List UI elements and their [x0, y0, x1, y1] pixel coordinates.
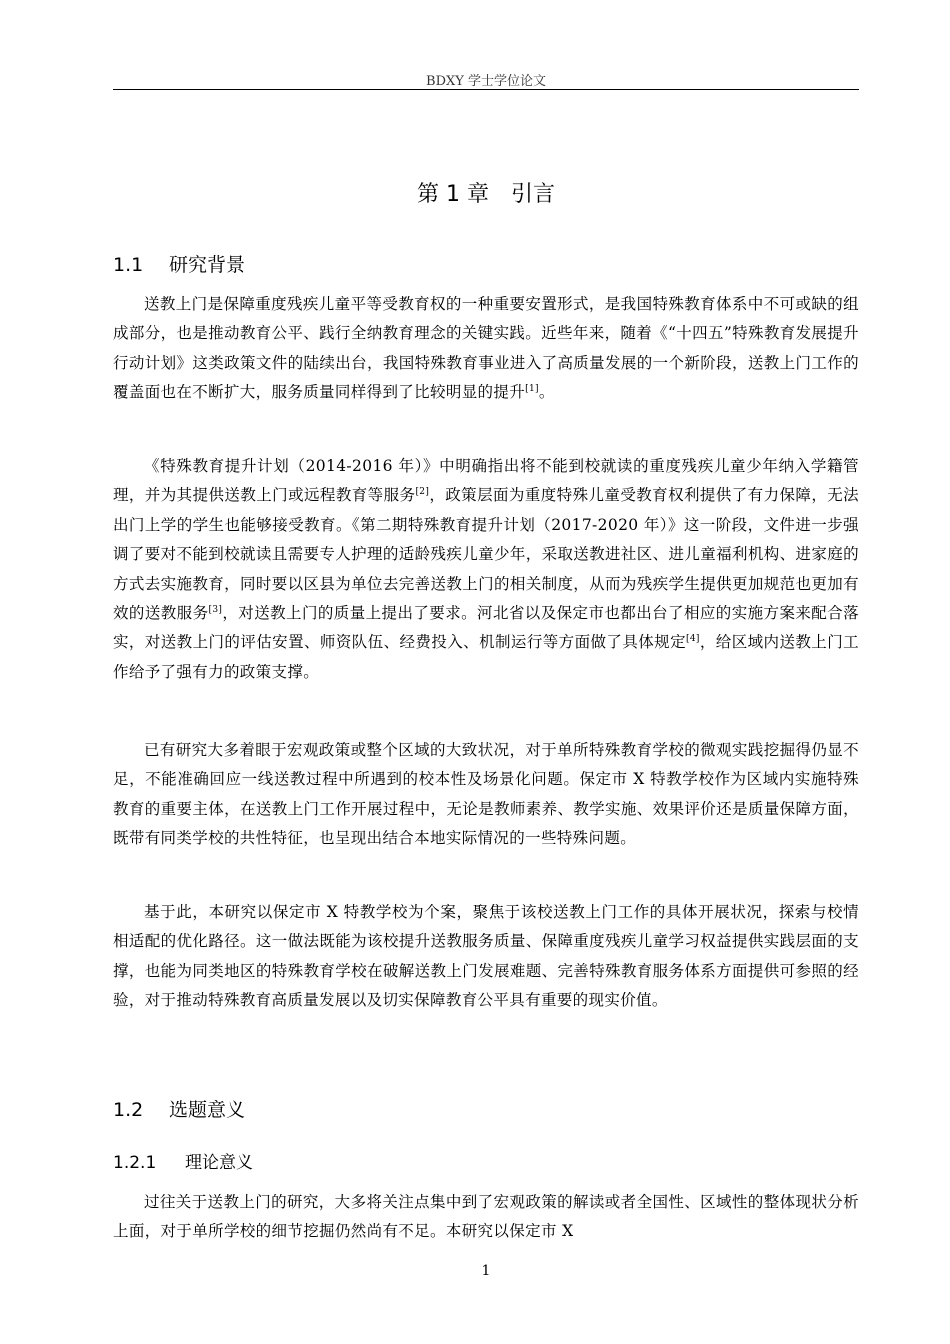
chapter-number: 第 1 章 [417, 182, 489, 207]
section-number: 1.1 [113, 254, 144, 276]
paragraph-4: 基于此，本研究以保定市 X 特教学校为个案，聚焦于该校送教上门工作的具体开展状况，探索与校情相适配的优化路径。这一做法既能为该校提升送教服务质量、保障重度残疾儿童学习权益提供实践层面的支撑，也能为同类地区的特殊教育学校在破解送教上门发展难题、完善特殊教育服务体系方面提供可参照的经验，对于推动特殊教育高质量发展以及切实保障教育公平具有重要的现实价值。 [113, 903, 859, 1010]
header-rule [113, 89, 859, 90]
paragraph-2 [113, 452, 859, 687]
subsection-title: 理论意义 [185, 1153, 253, 1173]
section-heading-1-2 [113, 1095, 859, 1125]
paragraph-3: 已有研究大多着眼于宏观政策或整个区域的大致状况，对于单所特殊教育学校的微观实践挖掘得仍显不足，不能准确回应一线送教过程中所遇到的校本性及场景化问题。保定市 X 特教学校作为区域内实施特殊教育的重要主体，在送教上门工作开展过程中，无论是教师素养、教学实施、效果评价还是质量保障方面，既带有同类学校的共性特征，也呈现出结合本地实际情况的一些特殊问题。 [113, 741, 859, 848]
subsection-heading-1-2-1 [113, 1148, 859, 1178]
paragraph-1 [113, 290, 859, 408]
section-title: 选题意义 [169, 1099, 246, 1121]
paragraph-text: ，对送教上门的质量上提出了要求。河北省以及保定市也都出台了相应的实施方案来配合落实，对送教上门的评估安置、师资队伍、经费投入、机制运行等方面做了具体规定 [113, 604, 859, 652]
chapter-title [113, 178, 859, 212]
paragraph-end: 。 [538, 383, 555, 402]
citation-2: [2] [415, 487, 430, 498]
section-number: 1.2 [113, 1099, 144, 1121]
section-title: 研究背景 [169, 254, 246, 276]
chapter-name: 引言 [510, 182, 555, 207]
paragraph-text: ，给区域内送教上门工作给予了强有力的政策支撑。 [113, 633, 859, 681]
section-heading-1-1 [113, 250, 859, 280]
page-number: 1 [481, 1263, 491, 1279]
paragraph-text: 送教上门是保障重度残疾儿童平等受教育权的一种重要安置形式，是我国特殊教育体系中不可或缺的组成部分，也是推动教育公平、践行全纳教育理念的关键实践。近些年来，随着《“十四五”特殊教育发展提升行动计划》这类政策文件的陆续出台，我国特殊教育事业进入了高质量发展的一个新阶段，送教上门工作的覆盖面也在不断扩大，服务质量同样得到了比较明显的提升 [113, 295, 859, 402]
paragraph-text: ，政策层面为重度特殊儿童受教育权利提供了有力保障，无法出门上学的学生也能够接受教育。《第二期特殊教育提升计划（2017-2020 年）》这一阶段，文件进一步强调了要对不能到校就读且需要专人护理的适龄残疾儿童少年，采取送教进社区、进儿童福利机构、进家庭的方式去实施教育，同时要以区县为单位去完善送教上门的相关制度，从而为残疾学生提供更加规范也更加有效的送教服务 [113, 486, 860, 623]
citation-3: [3] [208, 604, 223, 615]
paragraph-5: 过往关于送教上门的研究，大多将关注点集中到了宏观政策的解读或者全国性、区域性的整体现状分析上面，对于单所学校的细节挖掘仍然尚有不足。本研究以保定市 X [113, 1193, 859, 1241]
citation-4: [4] [686, 634, 700, 645]
running-header: BDXY 学士学位论文 [426, 74, 546, 89]
subsection-number: 1.2.1 [113, 1153, 157, 1173]
citation-1: [1] [525, 384, 539, 395]
paragraph-text: 《特殊教育提升计划（2014-2016 年）》中明确指出将不能到校就读的重度残疾儿童少年纳入学籍管理，并为其提供送教上门或远程教育等服务 [113, 457, 859, 505]
